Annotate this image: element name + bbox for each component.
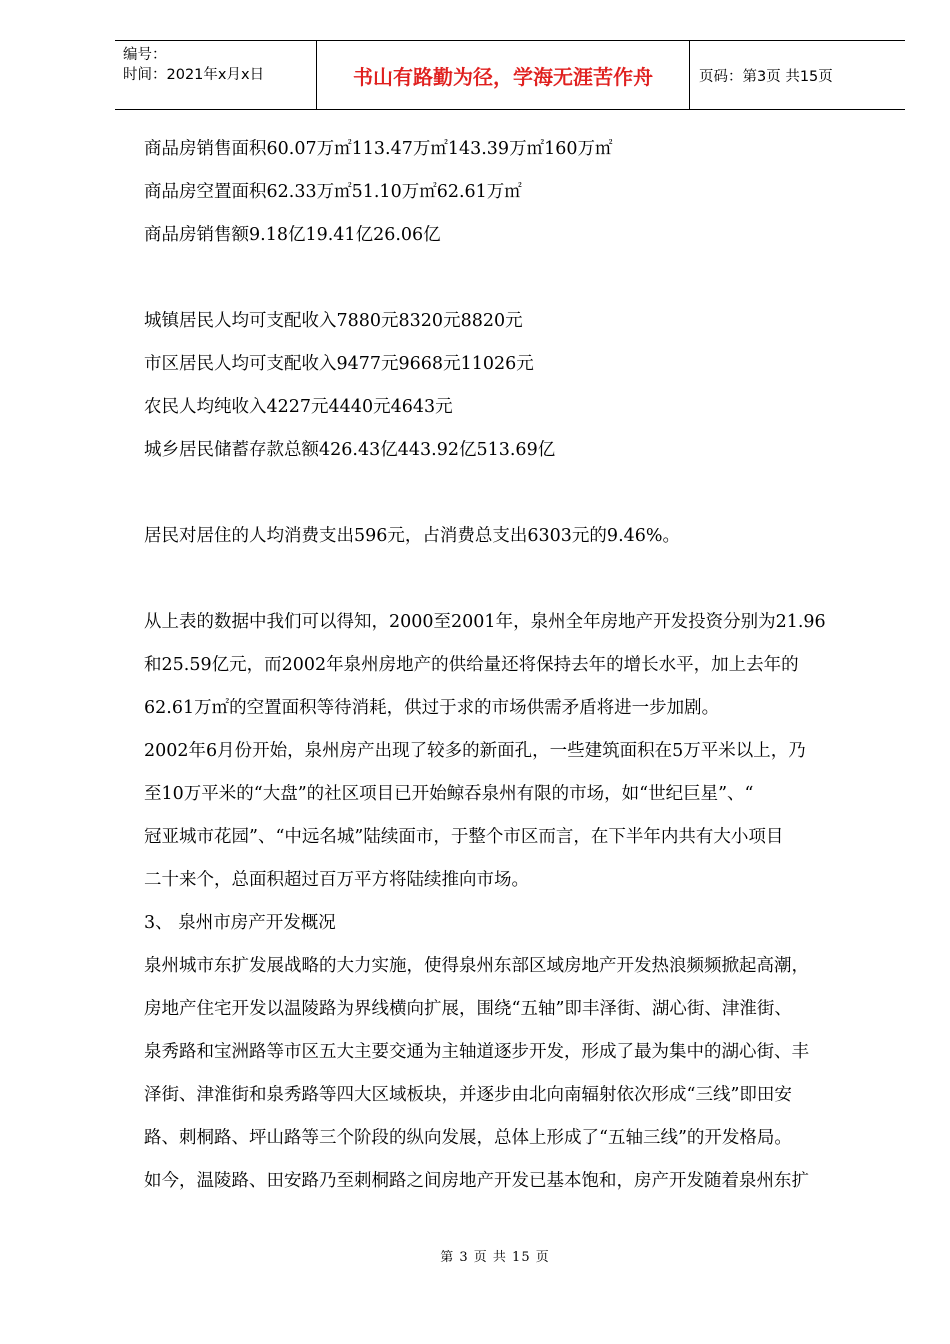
text-line: 泉秀路和宝洲路等市区五大主要交通为主轴道逐步开发，形成了最为集中的湖心街、丰 bbox=[144, 1042, 809, 1062]
blank-line bbox=[144, 558, 874, 601]
serial-number-label: 编号： bbox=[123, 47, 167, 63]
text-line: 商品房空置面积62.33万㎡51.10万㎡62.61万㎡ bbox=[144, 182, 522, 202]
text-line: 至10万平米的“大盘”的社区项目已开始鲸吞泉州有限的市场，如“世纪巨星”、“ bbox=[144, 784, 754, 804]
text-line: 城镇居民人均可支配收入7880元8320元8820元 bbox=[144, 311, 523, 331]
text-line: 3、 泉州市房产开发概况 bbox=[144, 913, 336, 933]
text-line: 和25.59亿元，而2002年泉州房地产的供给量还将保持去年的增长水平，加上去年的 bbox=[144, 655, 799, 675]
text-line: 泽街、津淮街和泉秀路等四大区域板块，并逐步由北向南辐射依次形成“三线”即田安 bbox=[144, 1085, 792, 1105]
text-line: 如今，温陵路、田安路乃至刺桐路之间房地产开发已基本饱和，房产开发随着泉州东扩 bbox=[144, 1171, 809, 1191]
date-label: 时间：2021年x月x日 bbox=[123, 67, 265, 83]
text-line: 商品房销售额9.18亿19.41亿26.06亿 bbox=[144, 225, 441, 245]
header-meta bbox=[123, 45, 313, 85]
text-line: 居民对居住的人均消费支出596元，占消费总支出6303元的9.46%。 bbox=[144, 526, 681, 546]
text-line: 房地产住宅开发以温陵路为界线横向扩展，围绕“五轴”即丰泽街、湖心街、津淮街、 bbox=[144, 999, 792, 1019]
text-line: 冠亚城市花园”、“中远名城”陆续面市，于整个市区而言，在下半年内共有大小项目 bbox=[144, 827, 784, 847]
text-line: 农民人均纯收入4227元4440元4643元 bbox=[144, 397, 453, 417]
text-line: 从上表的数据中我们可以得知，2000至2001年，泉州全年房地产开发投资分别为21.96 bbox=[144, 612, 826, 632]
page-footer: 第 3 页 共 15 页 bbox=[440, 1250, 550, 1265]
text-line: 路、刺桐路、坪山路等三个阶段的纵向发展，总体上形成了“五轴三线”的开发格局。 bbox=[144, 1128, 792, 1148]
text-line: 二十来个，总面积超过百万平方将陆续推向市场。 bbox=[144, 870, 529, 890]
text-line: 62.61万㎡的空置面积等待消耗，供过于求的市场供需矛盾将进一步加剧。 bbox=[144, 698, 720, 718]
text-line: 泉州城市东扩发展战略的大力实施，使得泉州东部区域房地产开发热浪频频掀起高潮， bbox=[144, 956, 809, 976]
header-page-number: 页码：第3页 共15页 bbox=[699, 68, 833, 85]
page-header bbox=[115, 40, 905, 110]
text-line: 城乡居民储蓄存款总额426.43亿443.92亿513.69亿 bbox=[144, 440, 556, 460]
blank-line bbox=[144, 257, 874, 300]
document-body bbox=[144, 128, 874, 1203]
header-motto: 书山有路勤为径，学海无涯苦作舟 bbox=[353, 64, 653, 89]
blank-line bbox=[144, 472, 874, 515]
text-line: 商品房销售面积60.07万㎡113.47万㎡143.39万㎡160万㎡ bbox=[144, 139, 613, 159]
text-line: 2002年6月份开始，泉州房产出现了较多的新面孔，一些建筑面积在5万平米以上，乃 bbox=[144, 741, 806, 761]
header-divider bbox=[689, 41, 690, 109]
text-line: 市区居民人均可支配收入9477元9668元11026元 bbox=[144, 354, 534, 374]
